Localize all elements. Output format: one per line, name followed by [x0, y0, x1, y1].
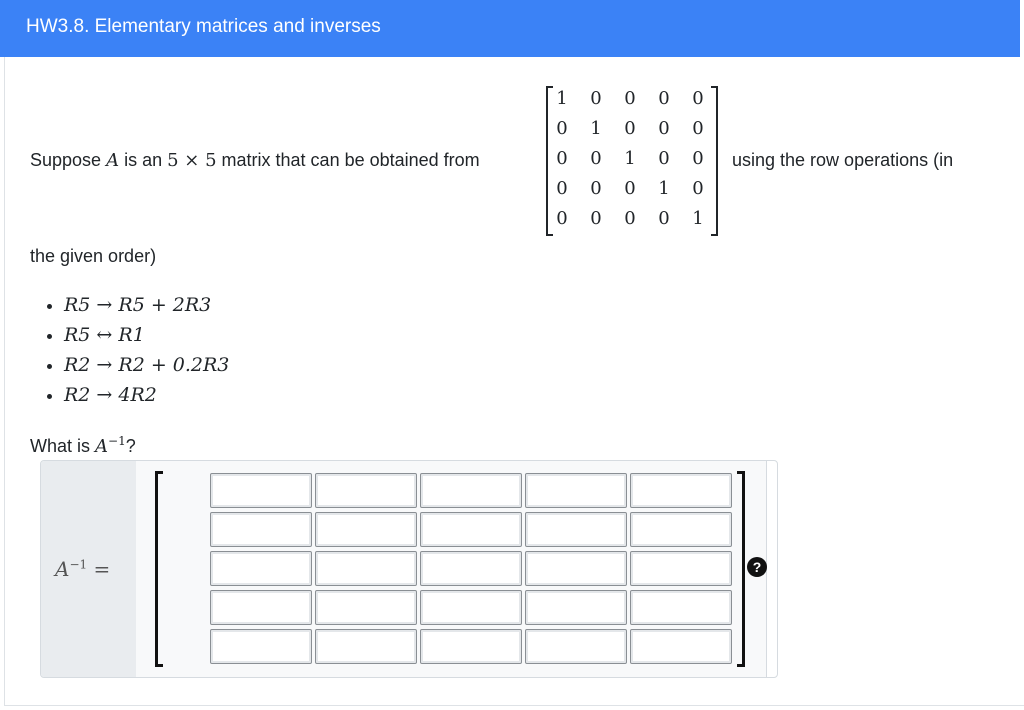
matrix-cell-input[interactable] [315, 512, 417, 547]
answer-input-group [40, 460, 778, 678]
matrix-entry: 1 [556, 88, 568, 109]
matrix-cell-input[interactable] [315, 590, 417, 625]
matrix-entry: 0 [556, 208, 568, 229]
matrix-cell-input[interactable] [210, 551, 312, 586]
matrix-cell-input[interactable] [210, 590, 312, 625]
matrix-cell-input[interactable] [630, 590, 732, 625]
matrix-cell-input[interactable] [630, 629, 732, 664]
matrix-entry: 0 [556, 118, 568, 139]
matrix-cell-input[interactable] [525, 473, 627, 508]
matrix-entry: 0 [692, 148, 704, 169]
matrix-cell-input[interactable] [420, 512, 522, 547]
matrix-entry: 0 [658, 208, 670, 229]
matrix-entry: 0 [624, 178, 636, 199]
matrix-cell-input[interactable] [630, 551, 732, 586]
matrix-cell-input[interactable] [630, 512, 732, 547]
question-intro-end: the given order) [30, 246, 157, 266]
question-title: HW3.8. Elementary matrices and inverses [26, 16, 381, 37]
matrix-entry: 0 [590, 88, 602, 109]
answer-right-bracket [737, 471, 745, 667]
matrix-cell-input[interactable] [420, 590, 522, 625]
matrix-entry: 0 [556, 178, 568, 199]
matrix-cell-input[interactable] [315, 551, 417, 586]
matrix-entry: 0 [692, 118, 704, 139]
help-icon[interactable]: ? [747, 557, 767, 577]
answer-matrix [136, 461, 767, 677]
matrix-cell-input[interactable] [630, 473, 732, 508]
question-intro-continued: using the row operations (in [732, 150, 954, 170]
matrix-entry: 0 [590, 178, 602, 199]
matrix-entry: 0 [624, 208, 636, 229]
matrix-entry: 1 [692, 208, 704, 229]
row-operation-item [64, 380, 229, 410]
matrix-entry: 1 [624, 148, 636, 169]
matrix-cell-input[interactable] [210, 629, 312, 664]
matrix-entry: 0 [658, 88, 670, 109]
row-operation-item [64, 350, 229, 380]
matrix-right-bracket [711, 86, 718, 236]
identity-matrix [546, 86, 718, 238]
matrix-cell-input[interactable] [315, 473, 417, 508]
matrix-entry: 1 [658, 178, 670, 199]
row-operation-item [64, 320, 229, 350]
matrix-entry: 0 [692, 178, 704, 199]
row-operation-item [64, 290, 229, 320]
matrix-entry: 0 [590, 148, 602, 169]
row-operation-text: R2 → R2 + 0.2R3 [64, 354, 230, 376]
answer-label-cell [41, 461, 136, 677]
matrix-cell-input[interactable] [420, 629, 522, 664]
matrix-entry: 0 [658, 118, 670, 139]
matrix-cell-input[interactable] [525, 512, 627, 547]
matrix-cell-input[interactable] [525, 551, 627, 586]
matrix-entry: 0 [624, 88, 636, 109]
row-operation-text: R2 → 4R2 [64, 384, 157, 406]
matrix-cell-input[interactable] [210, 512, 312, 547]
matrix-cell-input[interactable] [420, 473, 522, 508]
row-operations-list [44, 290, 229, 410]
matrix-cell-input[interactable] [420, 551, 522, 586]
question-header [0, 0, 1020, 57]
matrix-entry: 1 [590, 118, 602, 139]
matrix-cell-input[interactable] [525, 629, 627, 664]
question-intro: Suppose A is an 5 × 5 matrix that can be obtained from [30, 150, 480, 171]
matrix-entry: 0 [590, 208, 602, 229]
matrix-entry: 0 [624, 118, 636, 139]
matrix-cell-input[interactable] [315, 629, 417, 664]
matrix-entry: 0 [556, 148, 568, 169]
answer-label: $A^{-1}$ = [55, 557, 111, 581]
question-prompt: What is $A^{-1}$? [30, 434, 136, 457]
answer-left-bracket [155, 471, 163, 667]
matrix-entry: 0 [658, 148, 670, 169]
matrix-entry: 0 [692, 88, 704, 109]
matrix-cell-input[interactable] [525, 590, 627, 625]
row-operation-text: R5 → R5 + 2R3 [64, 294, 212, 316]
row-operation-text: R5 ↔ R1 [64, 324, 145, 346]
matrix-cell-input[interactable] [210, 473, 312, 508]
